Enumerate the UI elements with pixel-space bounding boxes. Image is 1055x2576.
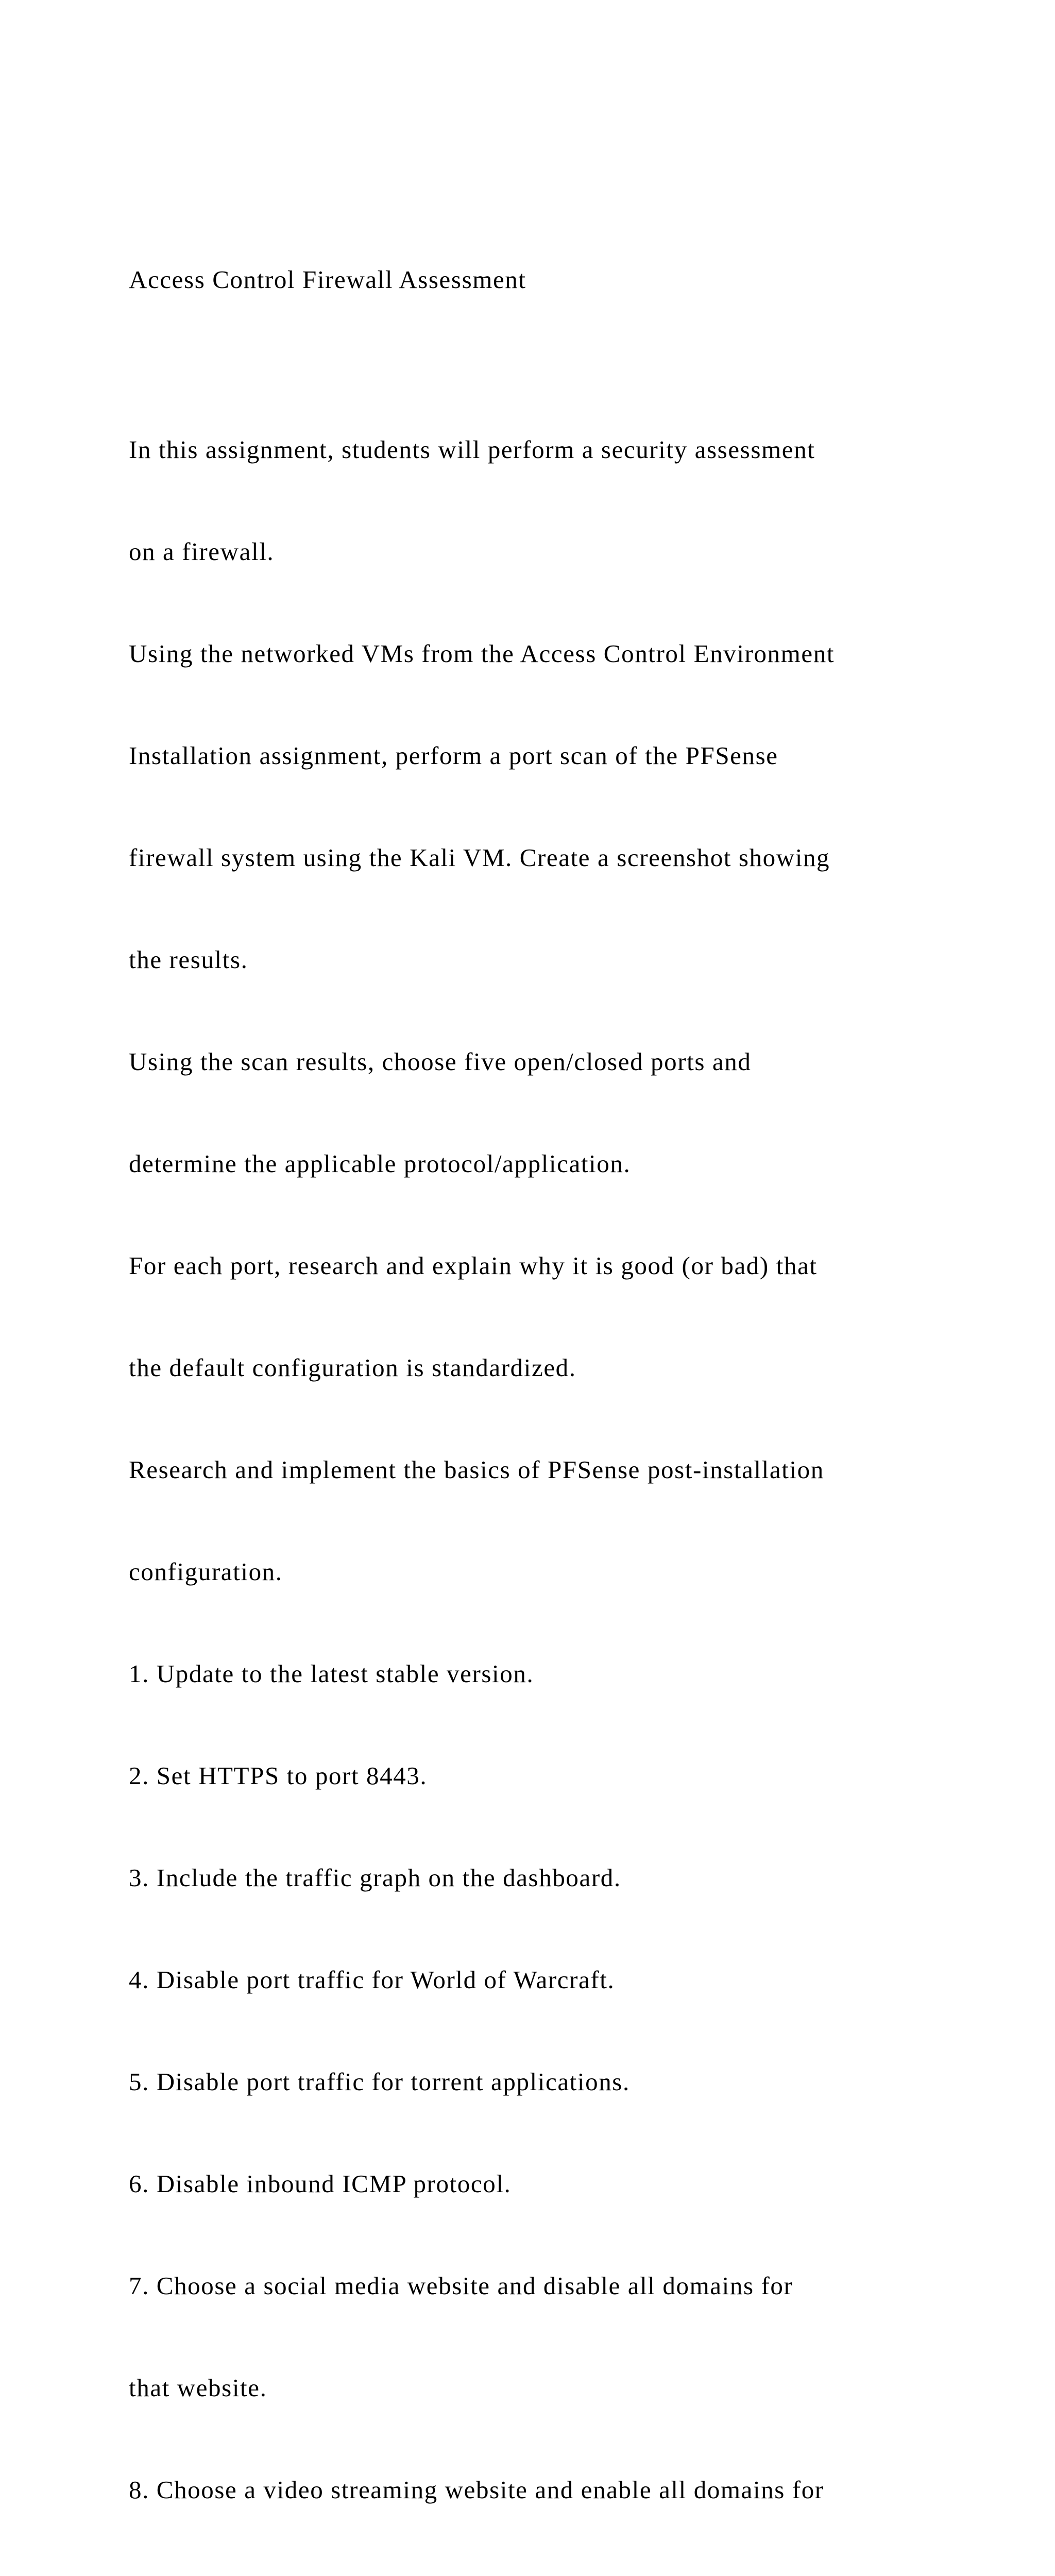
list-item: 5. Disable port traffic for torrent applications. bbox=[129, 2067, 630, 2096]
text-line: Installation assignment, perform a port scan of the PFSense bbox=[129, 741, 778, 770]
text-line: the results. bbox=[129, 945, 248, 974]
text-line: the default configuration is standardized. bbox=[129, 1353, 576, 1382]
text-line: determine the applicable protocol/application. bbox=[129, 1149, 631, 1178]
document-title: Access Control Firewall Assessment bbox=[129, 265, 526, 294]
list-item: 4. Disable port traffic for World of Warcraft. bbox=[129, 1965, 615, 1994]
document-body bbox=[129, 195, 994, 2576]
text-line bbox=[129, 2575, 994, 2576]
text-line: Using the networked VMs from the Access Control Environment bbox=[129, 639, 835, 668]
text-line: configuration. bbox=[129, 1557, 283, 1586]
text-line: firewall system using the Kali VM. Create a screenshot showing bbox=[129, 843, 830, 872]
list-item: 1. Update to the latest stable version. bbox=[129, 1659, 534, 1688]
text-line: Research and implement the basics of PFSense post-installation bbox=[129, 1455, 824, 1484]
list-item: 8. Choose a video streaming website and enable all domains for bbox=[129, 2476, 824, 2504]
list-item: 2. Set HTTPS to port 8443. bbox=[129, 1761, 428, 1790]
text-line: that website. bbox=[129, 2374, 267, 2402]
list-item: 3. Include the traffic graph on the dashboard. bbox=[129, 1863, 621, 1892]
text-line: Using the scan results, choose five open/closed ports and bbox=[129, 1047, 752, 1076]
text-line: In this assignment, students will perform a security assessment bbox=[129, 435, 815, 464]
list-item: 6. Disable inbound ICMP protocol. bbox=[129, 2170, 512, 2198]
text-line: For each port, research and explain why it is good (or bad) that bbox=[129, 1251, 818, 1280]
list-item: 7. Choose a social media website and disable all domains for bbox=[129, 2272, 793, 2300]
text-line: on a firewall. bbox=[129, 537, 275, 566]
